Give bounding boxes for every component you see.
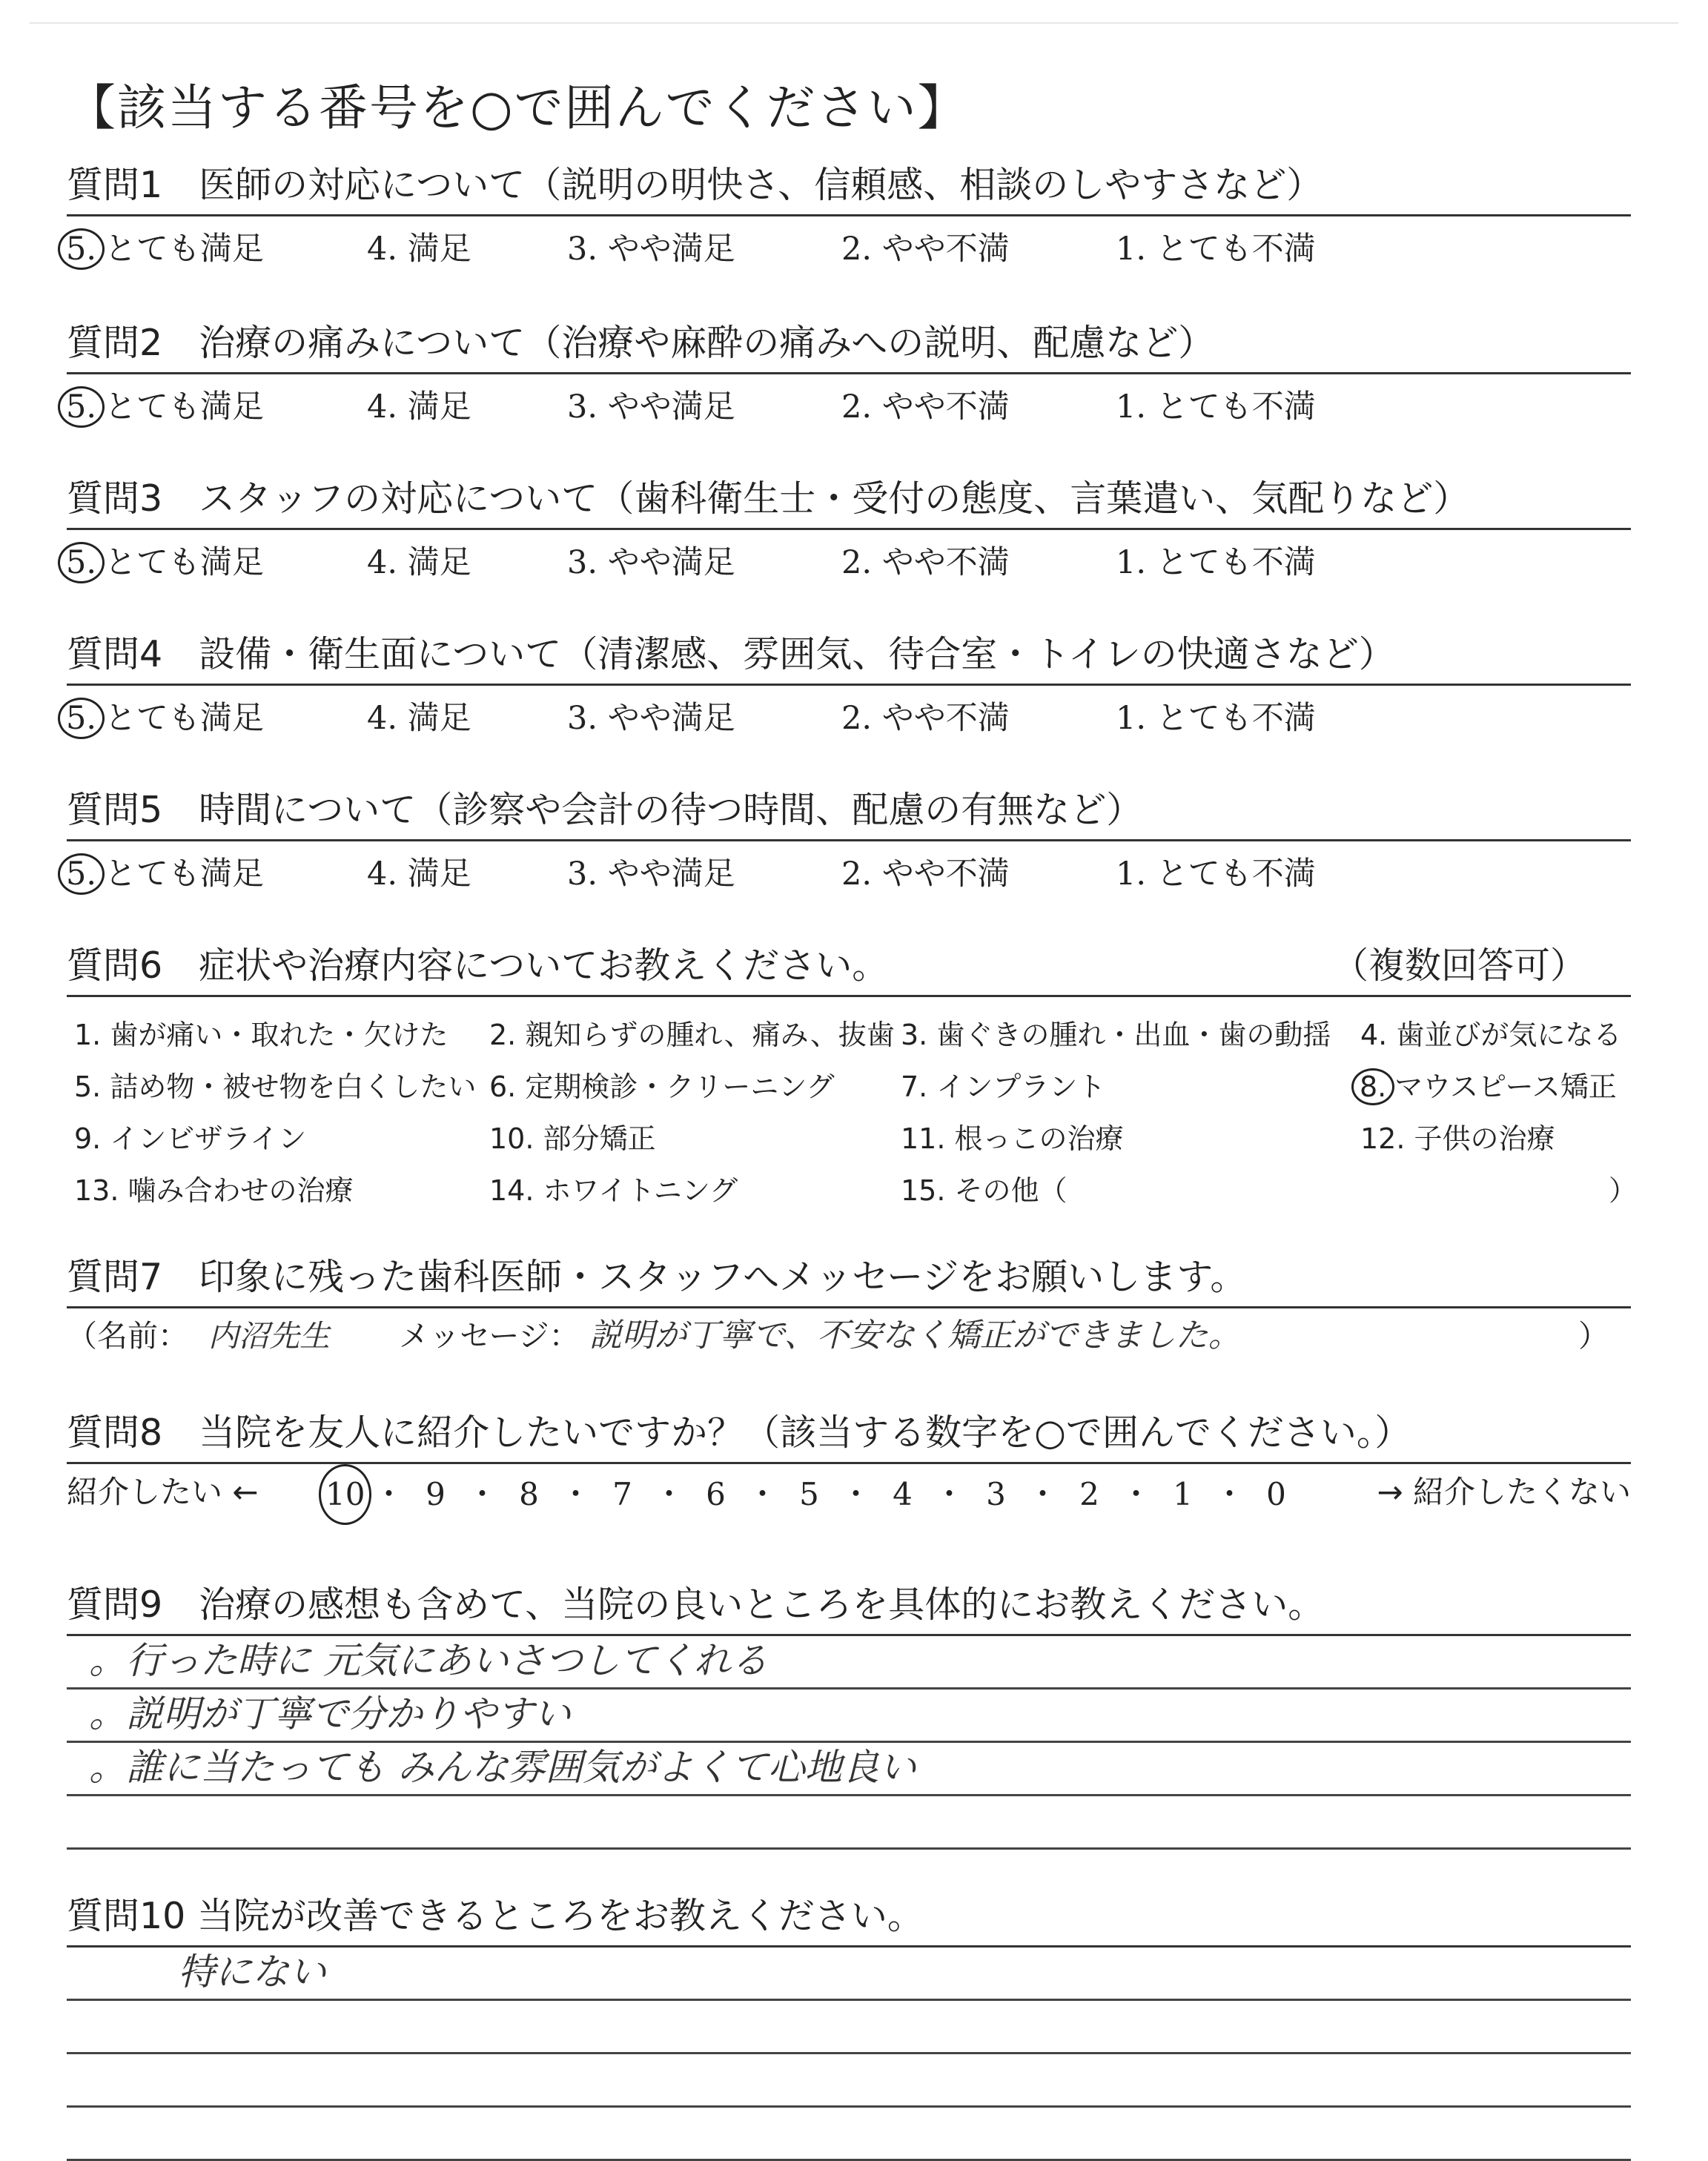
option-5[interactable]: とても満足 <box>105 700 265 737</box>
treatment-option[interactable]: 2. 親知らずの腫れ、痛み、抜歯 <box>489 1019 895 1051</box>
option-1[interactable]: 1. とても不満 <box>1116 856 1316 893</box>
option-3[interactable]: 3. やや満足 <box>567 231 735 268</box>
circled-answer[interactable]: 10 <box>319 1464 371 1525</box>
circled-answer[interactable]: 8. <box>1351 1068 1394 1105</box>
answer-text: 。誰に当たっても みんな雰囲気がよくて心地良い <box>89 1746 916 1789</box>
scale-dot: ・ <box>560 1476 592 1512</box>
treatment-option[interactable]: 6. 定期検診・クリーニング <box>489 1070 835 1103</box>
question-5-options <box>67 841 1631 893</box>
scale-dot: ・ <box>840 1476 872 1512</box>
scale-value[interactable]: 3 <box>986 1476 1006 1512</box>
circled-answer[interactable]: 5. <box>58 542 105 583</box>
message-line <box>67 1308 1631 1363</box>
option-5[interactable]: とても満足 <box>105 856 265 893</box>
question-5-title: 質問5 時間について（診察や会計の待つ時間、配慮の有無など） <box>67 789 1143 831</box>
scale-dot: ・ <box>1027 1476 1059 1512</box>
question-9-title: 質問9 治療の感想も含めて、当院の良いところを具体的にお教えください。 <box>67 1583 1325 1626</box>
option-4[interactable]: 4. 満足 <box>367 388 471 426</box>
scale-value[interactable]: 2 <box>1079 1476 1099 1512</box>
treatment-option[interactable]: 3. 歯ぐきの腫れ・出血・歯の動揺 <box>901 1019 1331 1051</box>
option-3[interactable]: 3. やや満足 <box>567 388 735 426</box>
message-label: メッセージ： <box>399 1318 580 1354</box>
treatment-option-mouthpiece[interactable]: マウスピース矯正 <box>1394 1070 1617 1103</box>
scale-dot: ・ <box>933 1476 965 1512</box>
scale-dot: ・ <box>373 1476 405 1512</box>
question-10-title: 質問10 当院が改善できるところをお教えください。 <box>67 1895 924 1937</box>
question-5 <box>67 784 1631 893</box>
treatment-option[interactable]: 11. 根っこの治療 <box>901 1122 1124 1155</box>
question-9 <box>67 1579 1631 1850</box>
scale-left-label: 紹介したい ← <box>67 1474 259 1510</box>
option-2[interactable]: 2. やや不満 <box>841 856 1010 893</box>
question-6-title <box>67 940 1631 992</box>
option-5[interactable]: とても満足 <box>105 544 265 581</box>
treatment-option[interactable]: 13. 噛み合わせの治療 <box>74 1174 354 1207</box>
question-3-title: 質問3 スタッフの対応について（歯科衛生士・受付の態度、言葉遣い、気配りなど） <box>67 477 1470 520</box>
question-2-options <box>67 374 1631 426</box>
top-border <box>30 22 1678 24</box>
other-close-paren: ） <box>1609 1174 1638 1207</box>
question-1 <box>67 159 1631 268</box>
scale-dot: ・ <box>1120 1476 1152 1512</box>
question-2-title: 質問2 治療の痛みについて（治療や麻酔の痛みへの説明、配慮など） <box>67 322 1215 364</box>
option-2[interactable]: 2. やや不満 <box>841 544 1010 581</box>
option-5[interactable]: とても満足 <box>105 231 265 268</box>
scale-value[interactable]: 4 <box>893 1476 913 1512</box>
recommend-scale <box>67 1464 1631 1520</box>
answer-line[interactable] <box>67 2054 1631 2108</box>
treatment-options <box>67 997 1638 1212</box>
circled-answer[interactable]: 5. <box>58 853 105 895</box>
scale-value[interactable]: 5 <box>799 1476 819 1512</box>
option-1[interactable]: 1. とても不満 <box>1116 388 1316 426</box>
scale-value[interactable]: 9 <box>426 1476 446 1512</box>
circled-answer[interactable]: 5. <box>58 228 105 270</box>
question-6-label: 質問6 症状や治療内容についてお教えください。 <box>67 944 889 987</box>
question-1-title: 質問1 医師の対応について（説明の明快さ、信頼感、相談のしやすさなど） <box>67 164 1323 206</box>
question-4 <box>67 629 1631 738</box>
scale-value[interactable]: 1 <box>1173 1476 1193 1512</box>
name-label: （名前： <box>67 1318 188 1354</box>
treatment-option[interactable]: 14. ホワイトニング <box>489 1174 738 1207</box>
treatment-option[interactable]: 12. 子供の治療 <box>1360 1122 1555 1155</box>
option-5[interactable]: とても満足 <box>105 388 265 426</box>
treatment-option[interactable]: 5. 詰め物・被せ物を白くしたい <box>74 1070 477 1103</box>
answer-line[interactable] <box>67 2001 1631 2054</box>
question-4-title: 質問4 設備・衛生面について（清潔感、雰囲気、待合室・トイレの快適さなど） <box>67 633 1395 675</box>
option-4[interactable]: 4. 満足 <box>367 856 471 893</box>
option-1[interactable]: 1. とても不満 <box>1116 700 1316 737</box>
question-8-title: 質問8 当院を友人に紹介したいですか？（該当する数字を○で囲んでください。） <box>67 1412 1411 1454</box>
option-2[interactable]: 2. やや不満 <box>841 388 1010 426</box>
circled-answer[interactable]: 5. <box>58 386 105 428</box>
scale-values <box>319 1464 1300 1525</box>
option-2[interactable]: 2. やや不満 <box>841 700 1010 737</box>
message-value[interactable]: 説明が丁寧で、不安なく矯正ができました。 <box>589 1317 1241 1354</box>
scale-dot: ・ <box>747 1476 778 1512</box>
answer-text: 特にない <box>178 1950 326 1993</box>
option-4[interactable]: 4. 満足 <box>367 231 471 268</box>
option-3[interactable]: 3. やや満足 <box>567 856 735 893</box>
option-4[interactable]: 4. 満足 <box>367 700 471 737</box>
answer-line[interactable] <box>67 2108 1631 2161</box>
treatment-option[interactable]: 1. 歯が痛い・取れた・欠けた <box>74 1019 448 1051</box>
treatment-option[interactable]: 4. 歯並びが気になる <box>1360 1019 1622 1051</box>
treatment-option[interactable]: 9. インビザライン <box>74 1122 307 1155</box>
question-6 <box>67 940 1638 1212</box>
answer-text: 。説明が丁寧で分かりやすい <box>89 1692 571 1735</box>
option-1[interactable]: 1. とても不満 <box>1116 231 1316 268</box>
option-2[interactable]: 2. やや不満 <box>841 231 1010 268</box>
answer-line[interactable] <box>67 1947 1631 2001</box>
treatment-option[interactable]: 10. 部分矯正 <box>489 1122 656 1155</box>
answer-line[interactable] <box>67 1743 1631 1796</box>
answer-line[interactable] <box>67 1796 1631 1850</box>
question-7 <box>67 1251 1631 1363</box>
name-value[interactable]: 内沼先生 <box>208 1318 331 1354</box>
answer-text: 。行った時に 元気にあいさつしてくれる <box>89 1639 768 1682</box>
question-7-title: 質問7 印象に残った歯科医師・スタッフへメッセージをお願いします。 <box>67 1256 1247 1298</box>
question-1-options <box>67 216 1631 268</box>
question-4-options <box>67 686 1631 738</box>
scale-value[interactable]: 7 <box>612 1476 632 1512</box>
scale-value[interactable]: 8 <box>519 1476 539 1512</box>
scale-right-label: → 紹介したくない <box>1377 1474 1631 1510</box>
message-close-paren: ） <box>1578 1318 1609 1354</box>
scale-value[interactable]: 6 <box>706 1476 726 1512</box>
question-3-options <box>67 530 1631 582</box>
answer-line[interactable] <box>67 1636 1631 1690</box>
scale-dot: ・ <box>1214 1476 1245 1512</box>
scale-dot: ・ <box>653 1476 685 1512</box>
page-header: 【該当する番号を○で囲んでください】 <box>67 79 968 136</box>
option-3[interactable]: 3. やや満足 <box>567 700 735 737</box>
multiple-answers-note: （複数回答可） <box>1331 944 1586 987</box>
scale-dot: ・ <box>466 1476 498 1512</box>
option-4[interactable]: 4. 満足 <box>367 544 471 581</box>
answer-line[interactable] <box>67 1690 1631 1743</box>
question-3 <box>67 473 1631 582</box>
treatment-option-other[interactable]: 15. その他（ <box>901 1174 1068 1207</box>
scale-value[interactable]: 0 <box>1266 1476 1286 1512</box>
circled-answer[interactable]: 5. <box>58 698 105 739</box>
question-8 <box>67 1407 1631 1520</box>
treatment-option[interactable]: 7. インプラント <box>901 1070 1106 1103</box>
question-10 <box>67 1890 1631 2161</box>
option-3[interactable]: 3. やや満足 <box>567 544 735 581</box>
option-1[interactable]: 1. とても不満 <box>1116 544 1316 581</box>
question-2 <box>67 317 1631 426</box>
